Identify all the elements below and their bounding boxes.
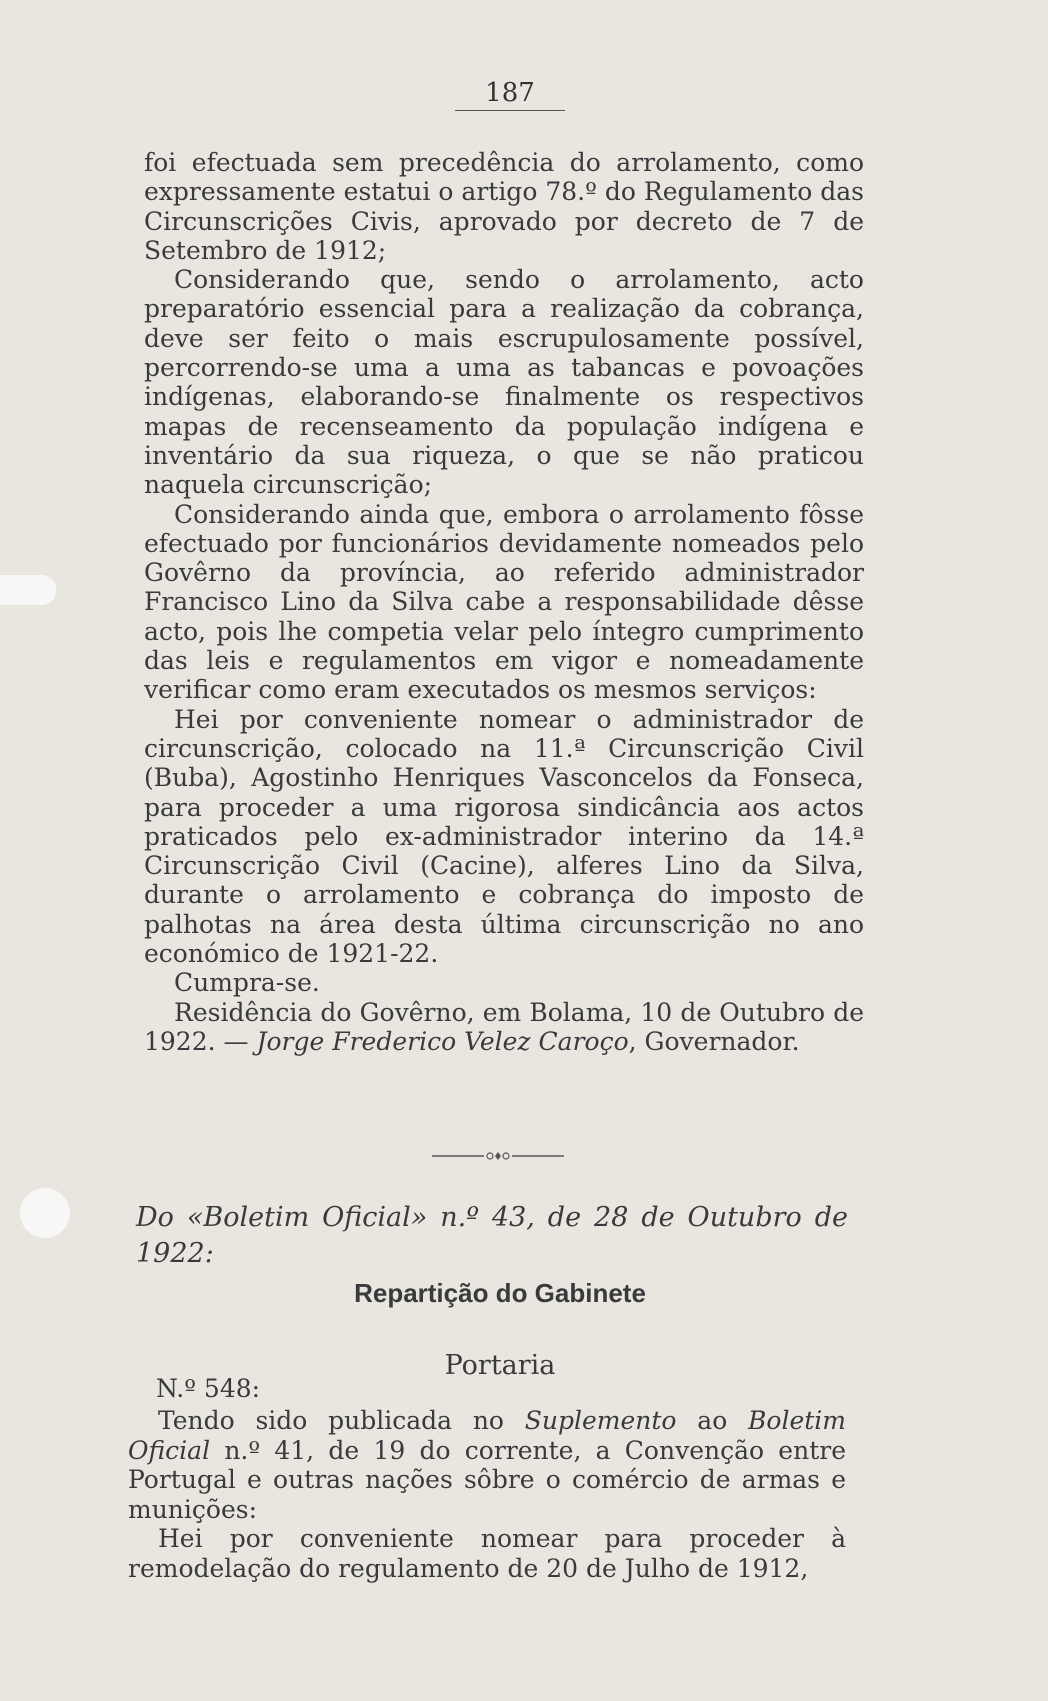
paragraph-4: Hei por conveniente nomear o administrador de circunscrição, colocado na 11.ª Circunscrição Civil (Buba), Agostinho Henriques Vasconcelos da Fonseca, para proceder a uma rigorosa sindicância aos actos praticados pelo ex-administrador interino da 14.ª Circunscrição Civil (Cacine), alferes Lino da Silva, durante o arrolamento e cobrança do imposto de palhotas na área desta última circunscrição no ano económico de 1921-22. — [144, 704, 864, 969]
portaria-p1-italic-suplemento: Suplemento — [524, 1406, 677, 1435]
punch-hole-bottom — [20, 1188, 70, 1238]
portaria-p1-text-a: Tendo sido publicada no — [158, 1406, 525, 1435]
portaria-heading: Portaria — [444, 1350, 556, 1381]
section-divider-ornament — [432, 1148, 564, 1164]
portaria-p1-text-b: ao — [676, 1406, 749, 1435]
page-number: 187 — [455, 78, 565, 111]
closing-text: Residência do Govêrno, em Bolama, 10 de Outubro de 1922. — — [144, 997, 864, 1056]
portaria-number: N.º 548: — [156, 1374, 261, 1403]
portaria-p1-text-c: n.º 41, de 19 do corrente, a Convenção entre Portugal e outras nações sôbre o comércio de armas e munições: — [128, 1435, 846, 1524]
paragraph-1: foi efectuada sem precedência do arrolamento, como expressamente estatui o artigo 78.º do Regulamento das Circunscrições Civis, aprovado por decreto de 7 de Setembro de 1912; — [144, 148, 864, 265]
paragraph-2: Considerando que, sendo o arrolamento, acto preparatório essencial para a realização da cobrança, deve ser feito o mais escrupulosamente possível, percorrendo-se uma a uma as tabancas e povoações indígenas, elaborando-se finalmente os respectivos mapas de recenseamento da população indígena e inventário da sua riqueza, o que se não praticou naquela circunscrição; — [144, 265, 864, 500]
punch-hole-top — [0, 575, 56, 605]
source-reference: Do «Boletim Oficial» n.º 43, de 28 de Outubro de 1922: — [136, 1202, 848, 1269]
portaria-paragraph-1 — [128, 1406, 846, 1524]
closing-paragraph — [144, 998, 864, 1057]
portaria-p1-italic-boletim: Boletim Oficial — [128, 1406, 846, 1465]
signature: Jorge Frederico Velez Caroço — [256, 1026, 629, 1056]
paragraph-5: Cumpra-se. — [174, 968, 320, 998]
paragraph-3: Considerando ainda que, embora o arrolamento fôsse efectuado por funcionários devidamente nomeados pelo Govêrno da província, ao referido administrador Francisco Lino da Silva cabe a responsabilidade dêsse acto, pois lhe competia velar pelo íntegro cumprimento das leis e regulamentos em vigor e nomeadamente verificar como eram executados os mesmos serviços: — [144, 499, 864, 705]
portaria-paragraph-2: Hei por conveniente nomear para proceder à remodelação do regulamento de 20 de Julho de 1912, — [128, 1524, 846, 1583]
body-text — [144, 148, 864, 1056]
signature-title: , Governador. — [628, 1026, 800, 1056]
portaria-text — [128, 1406, 846, 1583]
department-heading: Repartição do Gabinete — [354, 1278, 646, 1308]
